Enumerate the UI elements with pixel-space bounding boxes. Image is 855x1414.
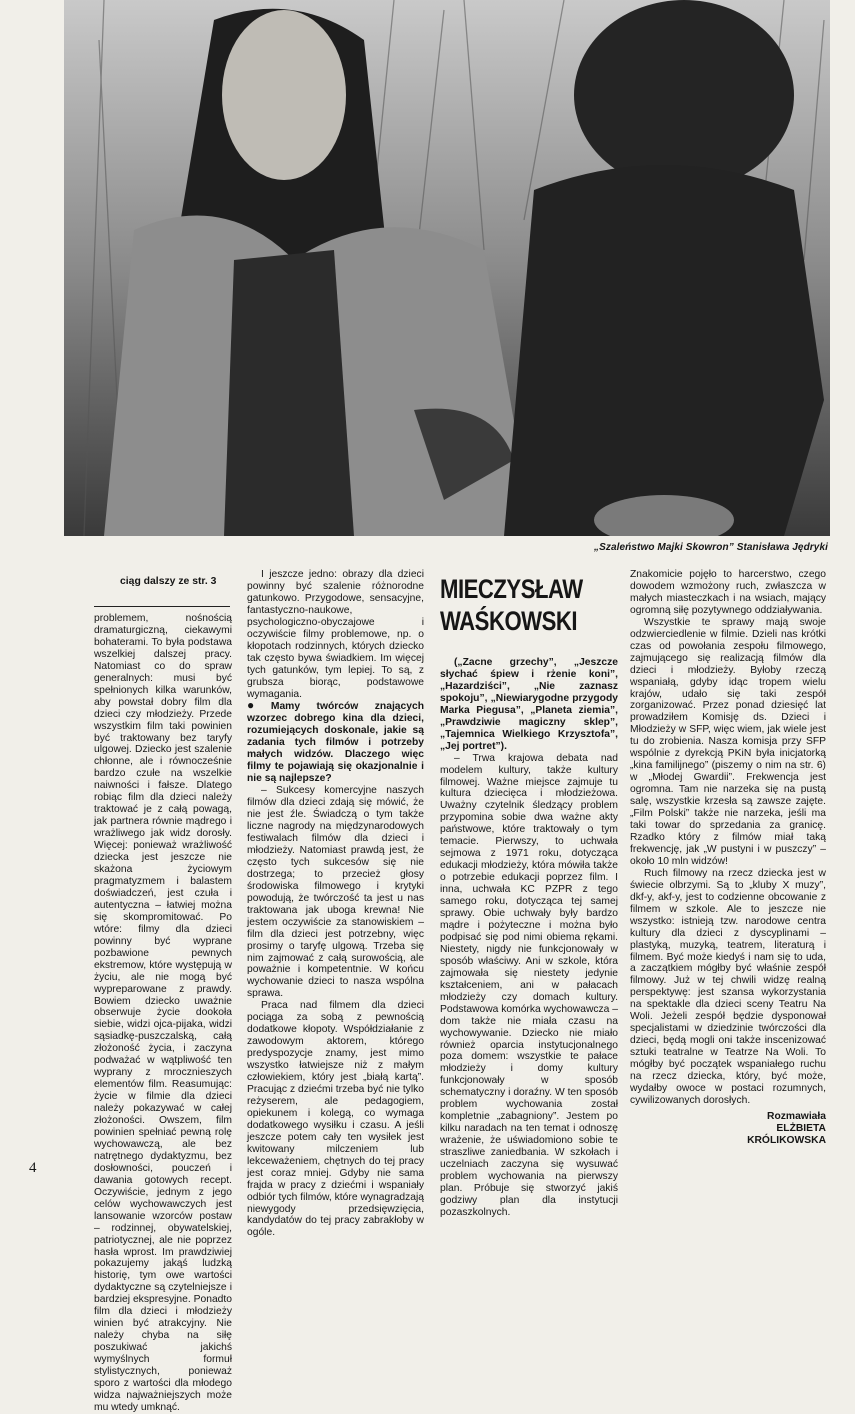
column-2 [247,569,424,1239]
column-4-paragraph-2: Wszystkie te sprawy mają swoje odzwierciedlenie w filmie. Dzieli nas krótki czas od powołania zespołu filmowego, zajmującego się realizacją filmów dla dzieci i młodzieży. Byłoby rzeczą wspaniałą, gdyby idąc tropem wielu krajów, udało się taki zespół zorganizować. Przez ponad dziesięć lat prowadziłem Komisję ds. Dzieci i Młodzieży w SFP, więc wiem, jak wiele jest tu do zrobienia. Nasza komisja przy SFP wspólnie z dyrekcją PKiN była inicjatorką „kina familijnego” (piszemy o nim na str. 6) w „Młodej Gwardii”. Frekwencja jest ogromna. Tam nie narzeka się na pustą salę, wszystkie krzesła są zawsze zajęte. „Film Polski” także nie narzeka, jeśli ma taki towar do sprzedania za granicę. Rzadko który z filmów miał taką frekwencję, jak „W pustyni i w puszczy” – około 10 mln widzów! [630,616,826,867]
film-still-illustration [64,0,830,536]
column-4-paragraph-1: Znakomicie pojęło to harcerstwo, czego dowodem wzmożony ruch, zwłaszcza w małych miasteczkach i na wsiach, mający ogromną siłę pozytywnego oddziaływania. [630,569,826,616]
column-2-paragraph-3: Praca nad filmem dla dzieci pociąga za sobą z pewnością dodatkowe kłopoty. Współdziałanie z zawodowym aktorem, którego predyspozycje znamy, jest mimo wszystko łatwiejsze niż z małym człowiekiem, który jest „białą kartą”. Pracując z dziećmi trzeba być nie tylko reżyserem, ale pedagogiem, opiekunem i kolegą, co wymaga dodatkowego wysiłku i czasu. A jeśli jeszcze potem cały ten wysiłek jest kwitowany milczeniem lub lekceważeniem, chętnych do tej pracy jest coraz mniej. Gdyby nie sama frajda w pracy z dziećmi i wspaniały odbiór tych filmów, które wynagradzają niewygody przedsięwzięcia, kandydatów do tej pracy zabrakłoby w ogóle. [247,1000,424,1239]
column-1-text: problemem, nośnością dramaturgiczną, ciekawymi bohaterami. To była podstawa wszelkiej dalszej pracy. Natomiast co do spraw generalnych: musi być spełnionych kilka warunków, aby powstał dobry film dla dzieci czy młodzieży. Przede wszystkim film taki powinien być traktowany bez taryfy ulgowej. Dziecko jest szalenie chłonne, ale i równocześnie bardzo czułe na wszelkie naiwności i fałsze. Dlatego robiąc film dla dzieci należy traktować je z całą powagą, jak partnera równie mądrego i wrażliwego jak widz dorosły. Więcej: ponieważ wrażliwość dziecka jest jeszcze nie skażona życiowym pragmatyzmem i balastem doświadczeń, jest czuła i autentyczna – łatwiej można się skompromitować. Po wtóre: filmy dla dzieci powinny być wyprane pozbawione pewnych ekstremow, które występują w życiu, ale nie mogą być wypreparowane z prawdy. Bowiem dziecko uważnie obserwuje życie dookoła siebie, widzi ojca-pijaka, widzi sąsiadkę-puszczalską, całą złożoność życia, i zaczyna podważać w wątpliwość ten wyprany z mrocznieszych elementów film. Reasumując: życie w filmie dla dzieci należy pokazywać w całej złożoności. Owszem, film powinien spełniać pewną rolę wychowawczą, ale bez natrętnego dydaktyzmu, bez dosłowności, pouczeń i dawania gotowych recept. Oczywiście, jednym z jego celów wychowawczych jest lansowanie wzorców postaw – rodzinnej, obywatelskiej, patriotycznej, ale nie poprzez hasła wprost. Im prawdziwiej pokazujemy jakąś ludzką historię, tym owe wartości dydaktyczne są czytelniejsze i bardziej ekspresyjne. Ponadto film dla dzieci i młodzieży winien być atrakcyjny. Nie należy chyba na siłę poszukiwać jakichś wymyślnych formuł stylistycznych, ponieważ sporo z wartości dla młodego widza najważniejszych może mu wtedy umknąć. [94,613,232,1413]
bullet-icon: ● [247,698,268,713]
film-still-photo [64,0,830,536]
column-2-paragraph-1: I jeszcze jedno: obrazy dla dzieci powinny być szalenie różnorodne gatunkowo. Przygodowe, sensacyjne, fantastyczno-naukowe, psychologiczno-obyczajowe i oczywiście filmy problemowe, np. o kłopotach rodzinnych, których dziecko tak często bywa świadkiem. Im więcej tych gatunków, tym lepiej. To są, z grubsza biorąc, podstawowe wymagania. [247,569,424,700]
filmography: („Zacne grzechy”, „Jeszcze słychać śpiew i rżenie koni”, „Hazardziści”, „Nie zaznasz spokoju”, „Niewiarygodne przygody Marka Piegusa”, „Planeta ziemia”, „Prawdziwie magiczny sklep”, „Tajemnica Wielkiego Krzysztofa”, „Jej portret”). [440,657,618,752]
column-1 [94,570,232,1414]
column-3-text: – Trwa krajowa debata nad modelem kultury, także kultury filmowej. Ważne miejsce zajmuje tu kultura dziecięca i młodzieżowa. Uważny czytelnik śledzący problem przypomina sobie dwa ważne akty państwowe, które traktowały o tym temacie. Pierwszy, to uchwała sejmowa z 1971 roku, dotycząca edukacji młodzieży, która mówiła także o potrzebie edukacji poprzez film. I inna, uchwała KC PZPR z tego samego roku, dotycząca tej samej sprawy. Obie uchwały były bardzo mądre i pożyteczne i można było podpisać się pod nimi obiema rękami. Niestety, nigdy nie funkcjonowały w sposób właściwy. Ani w szkole, która zajmowała się niestety jedynie kształceniem, ani w pałacach młodzieży czy domach kultury. Podstawowa komórka wychowawcza – dom także nie miała czasu na wychowywanie. Dziecko nie miało również oparcia instytucjonalnego poza domem: wszystkie te pałace młodzieży i domy kultury funkcjonowały w sposób schematyczny i doraźny. W ten sposób problem wychowania został kompletnie „zabagniony”. Jestem po kilku naradach na ten temat i odnoszę wrażenie, że uświadomiono sobie te straszliwe zaniedbania. W szkołach i uczelniach zaczyna się wysuwać problem wychowania na pierwszy plan. Próbuje się stworzyć jakiś godziwy plan dla instytucji pozaszkolnych. [440,752,618,1218]
column-4-paragraph-3: Ruch filmowy na rzecz dziecka jest w świecie olbrzymi. Są to „kluby X muzy”, dkf-y, akf-y, jest to codzienne obcowanie z filmem w szkole. Ale to jeszcze nie wszystko: istnieją tzw. narodowe centra kultury dla dzieci z dyscyplinami – plastyką, muzyką, teatrem, literaturą i filmem. Być może kiedyś i nam się to uda, a zaczątkiem mógłby być właśnie zespół filmowy. Już w tej chwili widzę realną perspektywę: jest szansa wykorzystania na spektakle dla dzieci sceny Teatru Na Woli. Jeżeli zespół będzie dysponował specjalistami w dziedzinie twórczości dla dzieci, będą mogli oni także inscenizować sztuki teatralne w Teatrze Na Woli. To mógłby być początek wspaniałego ruchu na rzecz dziecka, który, być może, wydałby owoce w postaci rozumnych, cywilizowanych dorosłych. [630,867,826,1106]
signature: Rozmawiała ELŻBIETA KRÓLIKOWSKA [747,1110,826,1146]
continued-label: ciąg dalszy ze str. 3 [120,576,217,587]
column-3 [440,569,618,1219]
divider [94,606,230,607]
column-4 [630,569,826,1147]
column-2-paragraph-2: – Sukcesy komercyjne naszych filmów dla dzieci zdają się mówić, że nie jest źle. Świadczą o tym także liczne nagrody na międzynarodowych festiwalach filmów dla dzieci i młodzieży. Natomiast prawdą jest, że często tych sukcesów się nie dostrzega; to przecież głosy środowiska filmowego i krytyki powodują, że twórczość ta jest u nas traktowana jak uboga krewna! Nie jestem oczywiście za stanowiskiem – film dla dzieci jest potrzebny, więc prosimy o taryfę ulgową. Trzeba się nim zajmować z całą surowością, ale poważnie i kompetentnie. W końcu wychowanie dzieci to nasza wspólna sprawa. [247,785,424,1000]
interviewee-name: MIECZYSŁAW WAŚKOWSKI [440,574,583,636]
interview-question: ● Mamy twórców znających wzorzec dobrego kina dla dzieci, rozumiejących doskonale, jakie są zadania tych filmów i potrzeby małych widzów. Dlaczego więc filmy te pojawiają się okazjonalnie i nie są najlepsze? [247,698,425,785]
page-number: 4 [29,1160,37,1176]
photo-caption: „Szaleństwo Majki Skowron” Stanisława Jędryki [593,542,828,553]
